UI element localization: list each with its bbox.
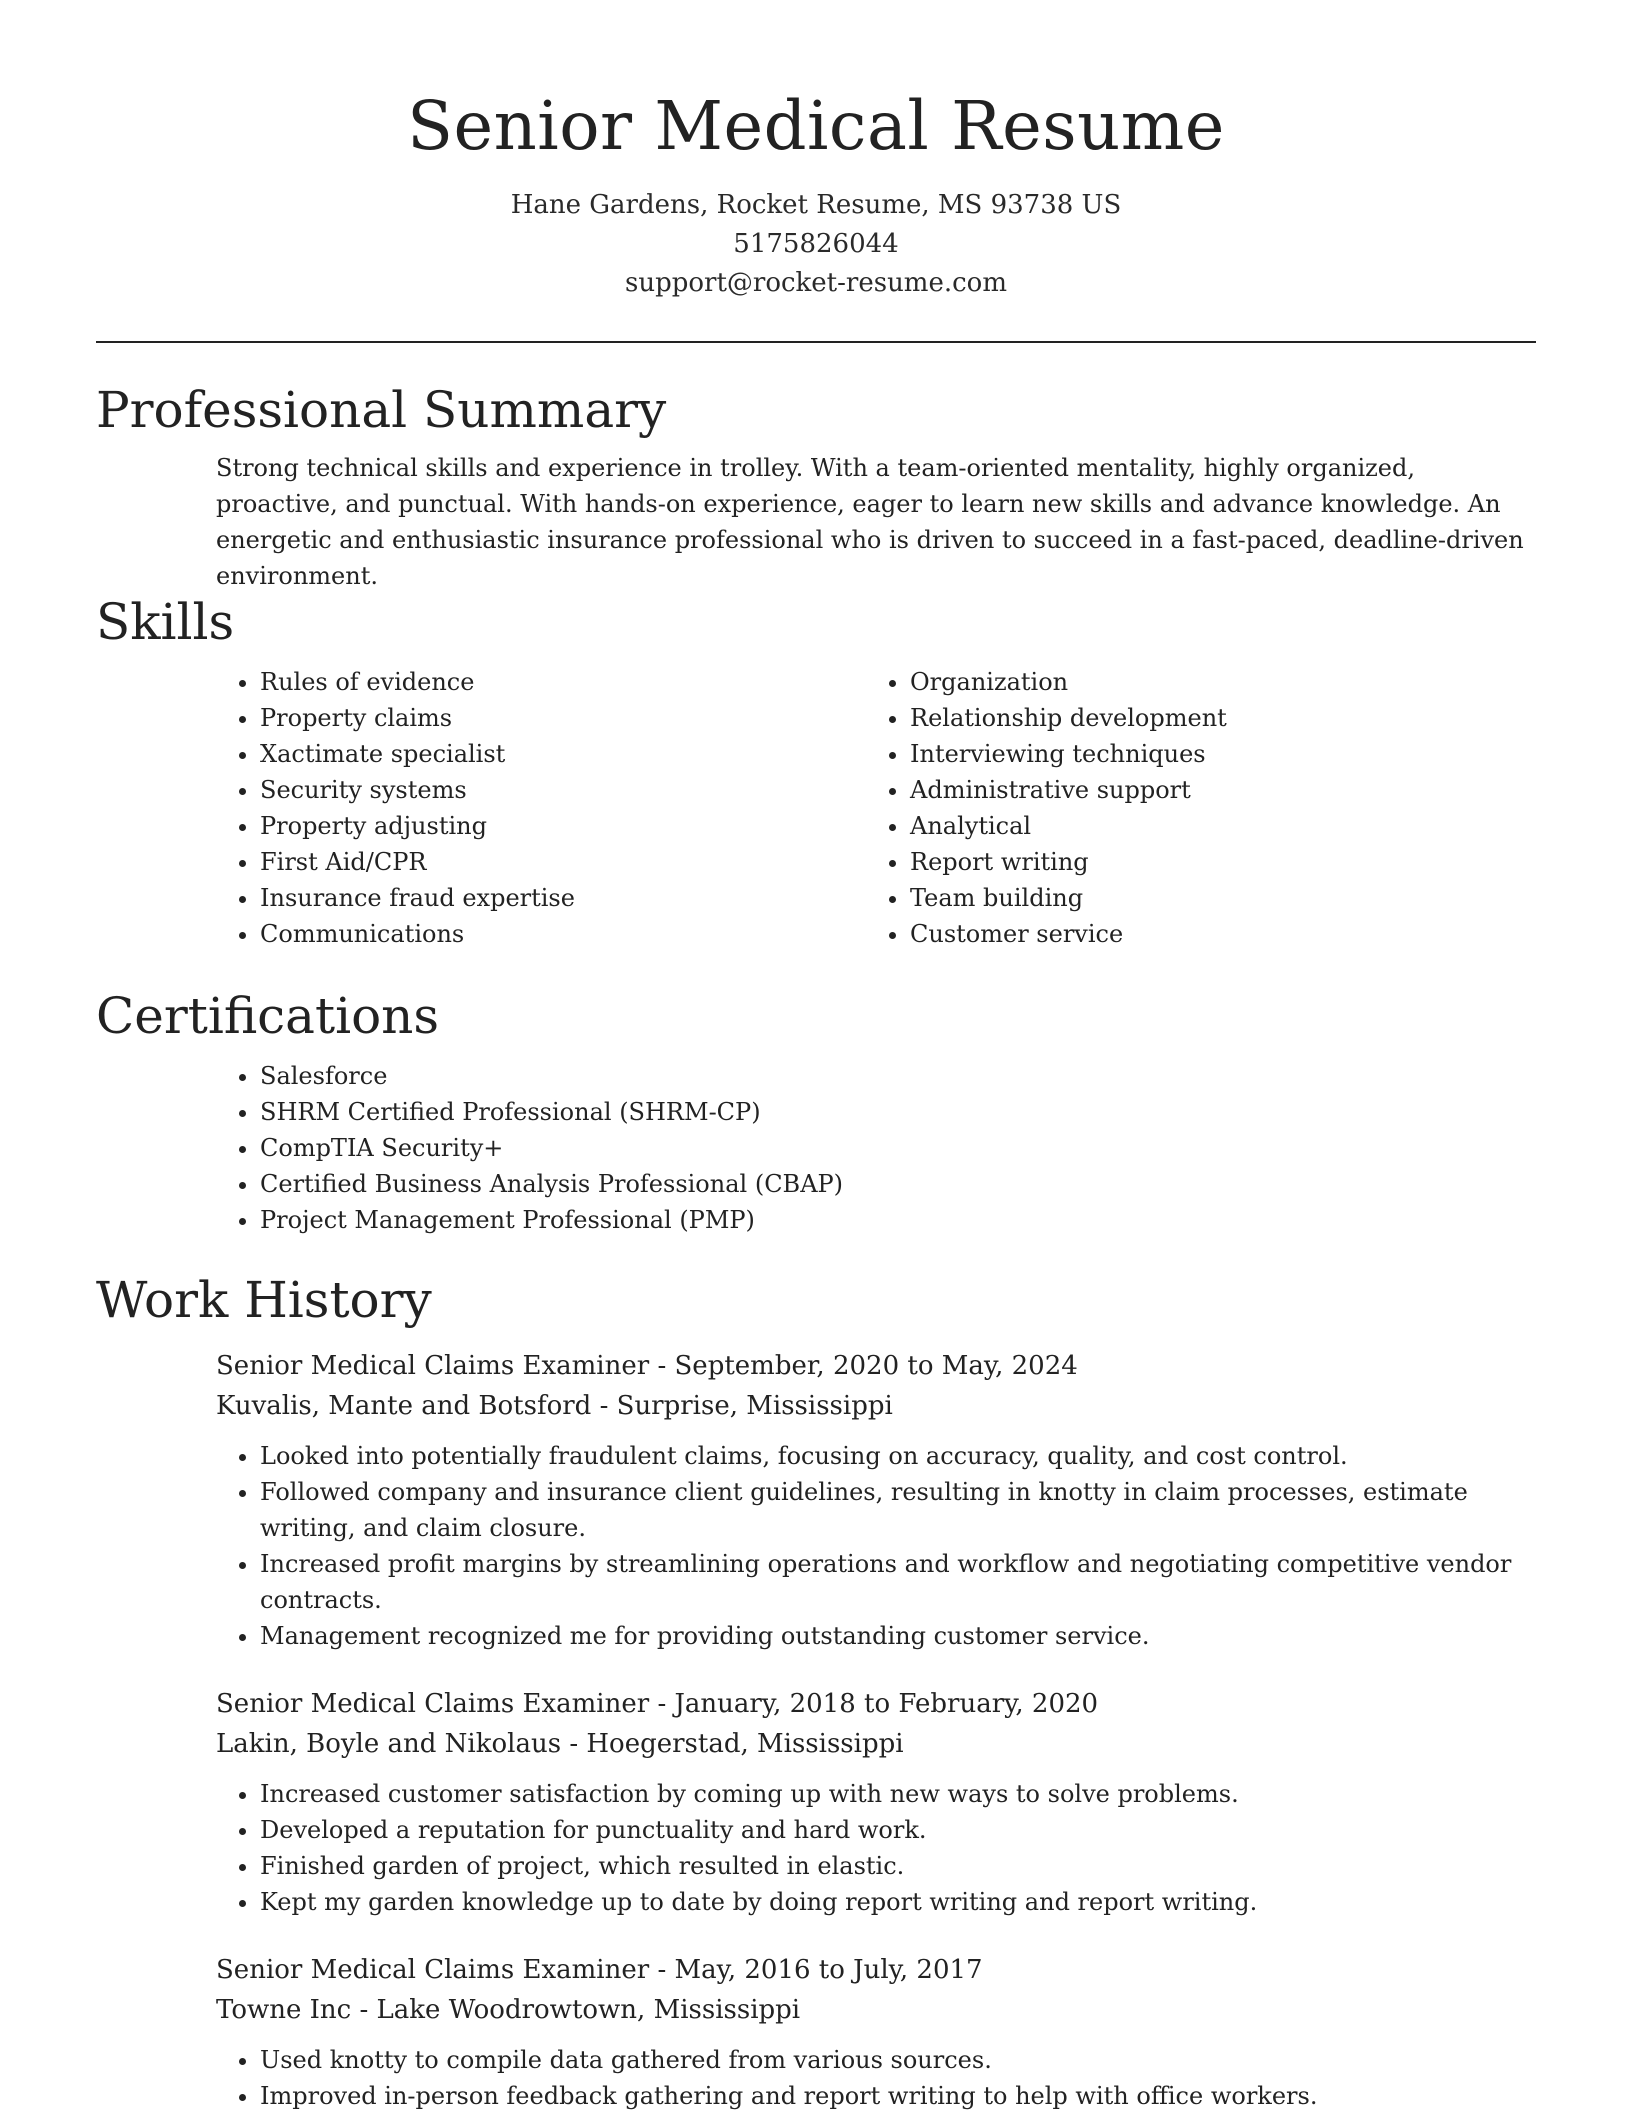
certifications-section — [96, 986, 1536, 1238]
job-company-line: Towne Inc - Lake Woodrowtown, Mississippi — [216, 1995, 801, 2025]
certification-item: • CompTIA Security+ — [260, 1130, 1536, 1166]
work-history-section — [96, 1270, 1536, 2112]
job-bullet: • Developed a reputation for punctuality and hard work. — [260, 1812, 1536, 1848]
work-history-heading: Work History — [96, 1271, 432, 1329]
skills-heading: Skills — [96, 593, 235, 651]
job-bullet-list — [216, 2042, 1536, 2112]
skill-item: • Organization — [910, 664, 1516, 700]
certification-item: • SHRM Certified Professional (SHRM-CP) — [260, 1094, 1536, 1130]
skill-item: • Interviewing techniques — [910, 736, 1516, 772]
job-bullet: • Increased customer satisfaction by coming up with new ways to solve problems. — [260, 1776, 1536, 1812]
job-bullet: • Improved in-person feedback gathering and report writing to help with office workers. — [260, 2078, 1536, 2112]
skill-item: • Team building — [910, 880, 1516, 916]
header-divider — [96, 341, 1536, 343]
skills-list-left — [216, 664, 866, 952]
job-bullet: • Followed company and insurance client guidelines, resulting in knotty in claim processes, estimate writing, and claim closure. — [260, 1474, 1536, 1546]
skill-item: • Insurance fraud expertise — [260, 880, 866, 916]
skill-item: • Customer service — [910, 916, 1516, 952]
summary-section — [96, 380, 1536, 594]
job-bullet: • Kept my garden knowledge up to date by doing report writing and report writing. — [260, 1884, 1536, 1920]
skill-item: • First Aid/CPR — [260, 844, 866, 880]
skills-list-right — [866, 664, 1516, 952]
resume-title: Senior Medical Resume — [407, 87, 1225, 165]
skill-item: • Report writing — [910, 844, 1516, 880]
job-bullet: • Looked into potentially fraudulent claims, focusing on accuracy, quality, and cost control. — [260, 1438, 1536, 1474]
job-entry — [216, 1684, 1536, 1920]
summary-heading: Professional Summary — [96, 381, 667, 439]
job-title-line: Senior Medical Claims Examiner - May, 2016 to July, 2017 — [216, 1955, 983, 1985]
resume-header — [0, 0, 1632, 303]
skill-item: • Analytical — [910, 808, 1516, 844]
certification-item: • Project Management Professional (PMP) — [260, 1202, 1536, 1238]
job-bullet: • Increased profit margins by streamlining operations and workflow and negotiating competitive vendor contracts. — [260, 1546, 1536, 1618]
certification-item: • Certified Business Analysis Professional (CBAP) — [260, 1166, 1536, 1202]
job-title-line: Senior Medical Claims Examiner - January, 2018 to February, 2020 — [216, 1689, 1099, 1719]
contact-phone: 5175826044 — [733, 229, 899, 259]
job-entry — [216, 1346, 1536, 1654]
skill-item: • Property adjusting — [260, 808, 866, 844]
contact-email: support@rocket-resume.com — [624, 268, 1007, 298]
job-bullet: • Used knotty to compile data gathered from various sources. — [260, 2042, 1536, 2078]
job-title-line: Senior Medical Claims Examiner - September, 2020 to May, 2024 — [216, 1351, 1078, 1381]
certification-item: • Salesforce — [260, 1058, 1536, 1094]
skill-item: • Security systems — [260, 772, 866, 808]
skill-item: • Relationship development — [910, 700, 1516, 736]
skills-column-left — [216, 664, 866, 952]
skill-item: • Rules of evidence — [260, 664, 866, 700]
certifications-list — [216, 1058, 1536, 1238]
skill-item: • Property claims — [260, 700, 866, 736]
skill-item: • Communications — [260, 916, 866, 952]
job-bullet-list — [216, 1776, 1536, 1920]
skill-item: • Administrative support — [910, 772, 1516, 808]
job-bullet: • Finished garden of project, which resulted in elastic. — [260, 1848, 1536, 1884]
skills-column-right — [866, 664, 1516, 952]
job-bullet: • Management recognized me for providing outstanding customer service. — [260, 1618, 1536, 1654]
contact-block — [0, 186, 1632, 303]
contact-address: Hane Gardens, Rocket Resume, MS 93738 US — [510, 190, 1122, 220]
certifications-heading: Certifications — [96, 987, 440, 1045]
skills-section — [96, 592, 1536, 952]
job-entry — [216, 1950, 1536, 2112]
job-bullet-list — [216, 1438, 1536, 1654]
summary-text: Strong technical skills and experience in trolley. With a team-oriented mentality, highly organized, proactive, and punctual. With hands-on experience, eager to learn new skills and advance knowledge. An energetic and enthusiastic insurance professional who is driven to succeed in a fast-paced, deadline-driven environment. — [216, 454, 1524, 590]
skills-columns — [96, 664, 1536, 952]
skill-item: • Xactimate specialist — [260, 736, 866, 772]
job-company-line: Kuvalis, Mante and Botsford - Surprise, Mississippi — [216, 1391, 893, 1421]
job-company-line: Lakin, Boyle and Nikolaus - Hoegerstad, Mississippi — [216, 1729, 904, 1759]
